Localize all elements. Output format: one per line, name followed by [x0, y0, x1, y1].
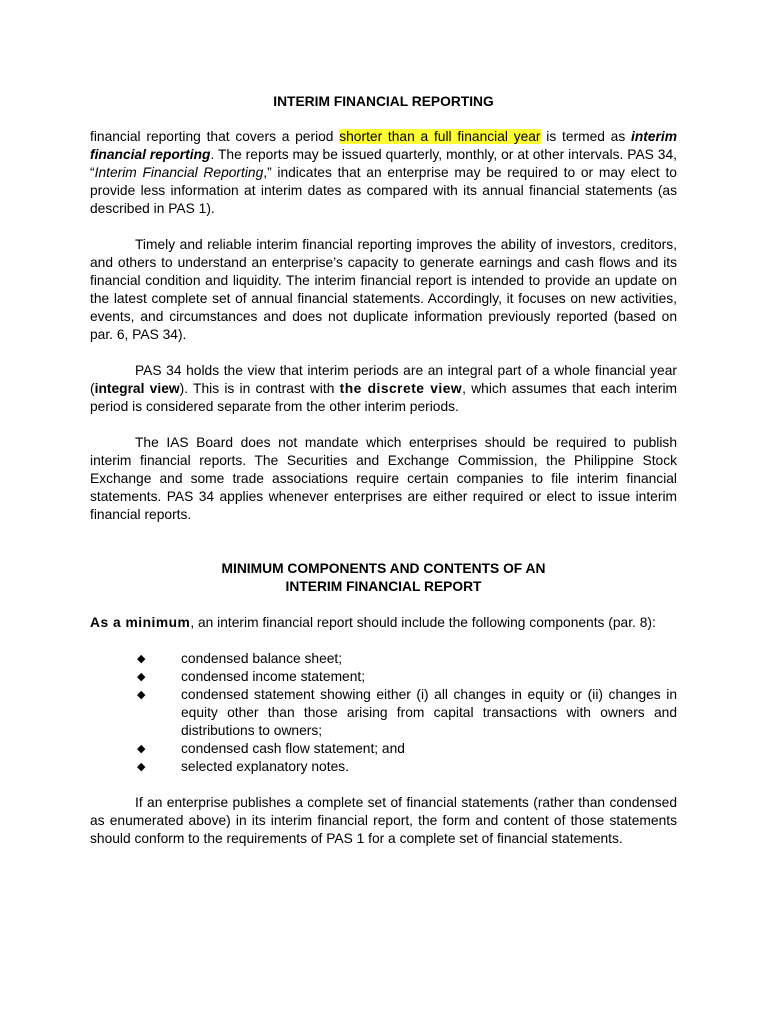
- paragraph-intro: [90, 128, 677, 218]
- list-item-text: selected explanatory notes.: [181, 759, 349, 774]
- section-heading-line-1: MINIMUM COMPONENTS AND CONTENTS OF AN: [221, 561, 546, 576]
- list-item-text: condensed balance sheet;: [181, 651, 343, 666]
- list-item-text: condensed cash flow statement; and: [181, 741, 405, 756]
- paragraph-minimum: [90, 614, 677, 632]
- intro-text-c: . The reports may be issued quarterly, monthly, or at other intervals. PAS 34, “: [90, 147, 677, 180]
- diamond-bullet-icon: ◆: [137, 689, 146, 701]
- list-item: [90, 668, 677, 686]
- integral-text-b: ). This is in contrast with: [179, 381, 340, 396]
- list-item: [90, 758, 677, 776]
- highlighted-phrase: shorter than a full financial year: [339, 129, 541, 144]
- standard-title: Interim Financial Reporting: [94, 165, 264, 180]
- diamond-bullet-icon: ◆: [137, 743, 146, 755]
- list-item-text: condensed income statement;: [181, 669, 366, 684]
- paragraph-ias-board: The IAS Board does not mandate which enterprises should be required to publish interim financial reports. The Securities and Exchange Commission, the Philippine Stock Exchange and some trade associations require certain companies to file interim financial statements. PAS 34 applies whenever enterprises are either required or elect to issue interim financial reports.: [90, 435, 677, 522]
- components-list: [90, 650, 677, 776]
- diamond-bullet-icon: ◆: [137, 671, 146, 683]
- as-a-minimum-term: As a minimum: [90, 615, 191, 630]
- paragraph-timely: Timely and reliable interim financial reporting improves the ability of investors, creditors, and others to understand an enterprise’s capacity to generate earnings and cash flows and its financial condition and liquidity. The interim financial report is intended to provide an update on the latest complete set of annual financial statements. Accordingly, it focuses on new activities, events, and circumstances and does not duplicate information previously reported (based on par. 6, PAS 34).: [90, 237, 677, 342]
- paragraph-complete-set: If an enterprise publishes a complete set of financial statements (rather than condensed as enumerated above) in its interim financial report, the form and content of those statements should conform to the requirements of PAS 1 for a complete set of financial statements.: [90, 795, 677, 846]
- intro-text-a: financial reporting that covers a period: [90, 129, 340, 144]
- discrete-view-term: the discrete view: [339, 381, 463, 396]
- minimum-text: , an interim financial report should include the following components (par. 8):: [190, 615, 656, 630]
- intro-text-d: ,” indicates that an enterprise may be required to or may elect to provide less information at interim dates as compared with its annual financial statements (as described in PAS 1).: [90, 165, 677, 216]
- intro-text-b: is termed as: [540, 129, 631, 144]
- section-heading-line-2: INTERIM FINANCIAL REPORT: [285, 579, 482, 594]
- integral-view-term: integral view: [94, 381, 180, 396]
- document-page: [90, 93, 677, 848]
- paragraph-integral-view: [90, 362, 677, 416]
- term-interim-financial-reporting: interim financial reporting: [90, 129, 677, 162]
- document-title: INTERIM FINANCIAL REPORTING: [273, 94, 494, 109]
- list-item: [90, 650, 677, 668]
- integral-text-c: , which assumes that each interim period is considered separate from the other interim periods.: [90, 381, 677, 414]
- list-item: [90, 740, 677, 758]
- diamond-bullet-icon: ◆: [137, 761, 146, 773]
- integral-text-a: PAS 34 holds the view that interim periods are an integral part of a whole financial year (: [90, 363, 677, 396]
- list-item: [90, 686, 677, 740]
- diamond-bullet-icon: ◆: [137, 653, 146, 665]
- list-item-text: condensed statement showing either (i) all changes in equity or (ii) changes in equity other than those arising from capital transactions with owners and distributions to owners;: [181, 687, 677, 738]
